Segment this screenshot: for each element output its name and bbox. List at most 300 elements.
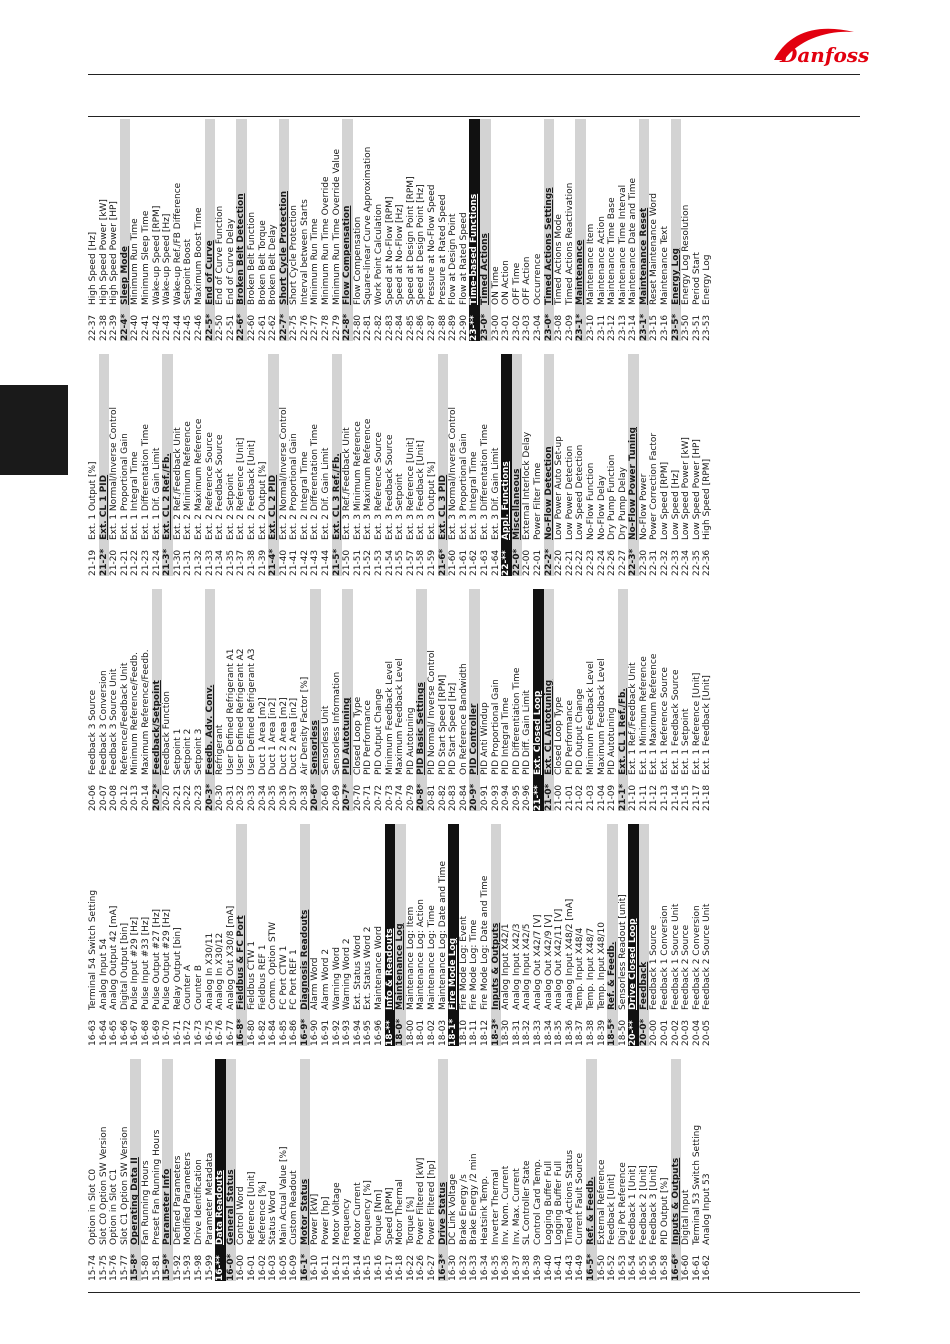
- parameter-label: Analog In X30/11: [204, 932, 215, 1010]
- parameter-label: Fire Mode Log: Event: [458, 915, 469, 1010]
- parameter-code: 22-30: [638, 549, 649, 576]
- parameter-row: [554, 119, 565, 341]
- parameter-subgroup-row: [416, 589, 427, 811]
- parameter-label: Digi Pot Reference: [617, 1162, 628, 1245]
- parameter-code: 16-10: [310, 1254, 321, 1281]
- parameter-row: [501, 119, 512, 341]
- parameter-code: 22-43: [162, 314, 173, 341]
- parameter-label: Maximum Feedback Level: [395, 658, 406, 775]
- parameter-row: [692, 354, 703, 576]
- parameter-code: 18-39: [596, 1019, 607, 1046]
- parameter-label: OFF Action: [522, 256, 533, 305]
- parameter-code: 21-42: [299, 549, 310, 576]
- parameter-code: 16-96: [374, 1019, 385, 1046]
- parameter-row: [342, 354, 353, 576]
- parameter-row: [597, 589, 608, 811]
- parameter-code: 22-6*: [236, 313, 247, 341]
- parameter-row: [480, 354, 491, 576]
- parameter-row: [109, 119, 120, 341]
- parameter-code: 21-0*: [543, 783, 554, 811]
- parameter-code: 16-53: [617, 1254, 628, 1281]
- parameter-code: 22-22: [575, 549, 586, 576]
- parameter-code: 16-85: [278, 1019, 289, 1046]
- parameter-row: [660, 824, 671, 1046]
- parameter-code: 22-26: [607, 549, 618, 576]
- parameter-code: 18-31: [511, 1019, 522, 1046]
- parameter-label: Minimum Sleep Time: [140, 210, 151, 305]
- parameter-label: Control Word: [236, 1186, 247, 1245]
- parameter-code: 20-70: [352, 784, 363, 811]
- parameter-code: 18-34: [543, 1019, 554, 1046]
- parameter-row: [374, 119, 385, 341]
- parameter-code: 22-84: [395, 314, 406, 341]
- parameter-row: [692, 1059, 703, 1281]
- parameter-code: 20-35: [268, 784, 279, 811]
- parameter-label: Drive Identification: [193, 1159, 204, 1245]
- parameter-subgroup-row: [671, 119, 682, 341]
- parameter-subgroup-row: [310, 589, 321, 811]
- parameter-row: [459, 1059, 470, 1281]
- parameter-label: Minimum Run Time: [130, 218, 141, 305]
- svg-text:Danfoss: Danfoss: [780, 43, 870, 67]
- parameter-row: [427, 589, 438, 811]
- parameter-code: 20-2*: [151, 783, 162, 811]
- parameter-code: 21-57: [405, 549, 416, 576]
- parameter-code: 16-49: [575, 1254, 586, 1281]
- parameter-label: PID Performance: [363, 700, 374, 775]
- parameter-label: PID Output [%]: [660, 1177, 671, 1245]
- parameter-row: [702, 1059, 713, 1281]
- parameter-code: 18-**: [384, 1020, 395, 1046]
- parameter-label: Alarm Word: [310, 957, 321, 1010]
- parameter-label: Ext. 2 Dif. Gain Limit: [321, 447, 332, 540]
- parameter-code: 22-39: [109, 314, 120, 341]
- parameter-code: 20-0*: [638, 1018, 649, 1046]
- parameter-code: 20-13: [130, 784, 141, 811]
- parameter-label: Analog Output 42 [mA]: [109, 905, 120, 1010]
- parameter-code: 22-60: [246, 314, 257, 341]
- parameter-row: [279, 1059, 290, 1281]
- parameter-label: External Interlock Delay: [522, 431, 533, 540]
- parameter-label: Power [hp]: [321, 1196, 332, 1245]
- parameter-label: Info & Readouts: [384, 928, 395, 1010]
- parameter-code: 20-30: [215, 784, 226, 811]
- parameter-code: 21-50: [342, 549, 353, 576]
- parameter-label: Ext. 1 Ref./Feedback Unit: [628, 662, 639, 775]
- parameter-label: Ext. 2 Differentation Time: [310, 424, 321, 540]
- parameter-label: Ref. & Feedb.: [585, 1176, 596, 1245]
- parameter-row: [183, 119, 194, 341]
- parameter-column-1: [88, 1059, 860, 1281]
- parameter-row: [554, 824, 565, 1046]
- parameter-row: [289, 1059, 300, 1281]
- parameter-row: [575, 1059, 586, 1281]
- parameter-label: Feedback 3 Source: [88, 689, 98, 775]
- parameter-label: Power Filter Time: [532, 462, 543, 540]
- parameter-label: Flow at Design Point: [448, 213, 459, 305]
- parameter-row: [321, 354, 332, 576]
- parameter-label: Analog Input X42/5: [522, 923, 533, 1010]
- parameter-label: Broken Belt Detection: [236, 193, 247, 305]
- parameter-code: 21-40: [278, 549, 289, 576]
- parameter-group-header: [385, 824, 396, 1046]
- parameter-code: 16-16: [374, 1254, 385, 1281]
- parameter-row: [554, 589, 565, 811]
- parameter-code: 20-6*: [310, 783, 321, 811]
- parameter-row: [109, 1059, 120, 1281]
- parameter-row: [565, 354, 576, 576]
- parameter-subgroup-row: [342, 119, 353, 341]
- parameter-code: 20-60: [321, 784, 332, 811]
- parameter-row: [501, 589, 512, 811]
- parameter-label: Low Speed [RPM]: [660, 461, 671, 540]
- parameter-label: Analog Input X42/3: [511, 923, 522, 1010]
- parameter-label: Alarm Word 2: [321, 948, 332, 1010]
- parameter-code: 18-3*: [490, 1018, 501, 1046]
- parameter-label: Feedback 1 Source: [649, 924, 660, 1010]
- parameter-label: PID Integral Time: [501, 697, 512, 775]
- parameter-label: FC Port CTW 1: [278, 945, 289, 1010]
- parameter-code: 20-9*: [469, 783, 480, 811]
- parameter-code: 20-7*: [342, 783, 353, 811]
- parameter-label: Minimum Feedback Level: [384, 660, 395, 775]
- parameter-row: [88, 1059, 99, 1281]
- parameter-row: [258, 1059, 269, 1281]
- parameter-column-5: [88, 119, 860, 341]
- parameter-column-2: [88, 824, 860, 1046]
- parameter-code: 20-94: [501, 784, 512, 811]
- parameter-row: [406, 1059, 417, 1281]
- parameter-code: 16-91: [321, 1019, 332, 1046]
- parameter-label: Ext. 3 Feedback [Unit]: [416, 440, 427, 540]
- parameter-code: 22-8*: [342, 313, 353, 341]
- parameter-row: [597, 354, 608, 576]
- parameter-label: Ext. 2 Maximum Reference: [193, 418, 204, 540]
- parameter-label: Dry Pump Delay: [617, 467, 628, 540]
- parameter-label: Timed Actions Settings: [543, 187, 554, 305]
- parameter-code: 22-37: [88, 314, 98, 341]
- parameter-row: [416, 824, 427, 1046]
- parameter-label: Inverter Thermal: [490, 1169, 501, 1245]
- parameter-row: [406, 354, 417, 576]
- parameter-row: [607, 589, 618, 811]
- parameter-code: 18-33: [532, 1019, 543, 1046]
- parameter-subgroup-row: [99, 354, 110, 576]
- parameter-subgroup-row: [162, 354, 173, 576]
- parameter-label: Ext. 3 Proportional Gain: [458, 433, 469, 540]
- parameter-code: 16-71: [172, 1019, 183, 1046]
- parameter-row: [512, 119, 523, 341]
- parameter-subgroup-row: [671, 1059, 682, 1281]
- parameter-code: 16-90: [310, 1019, 321, 1046]
- parameter-label: Control Card Temp.: [532, 1158, 543, 1245]
- parameter-row: [459, 824, 470, 1046]
- parameter-label: Ext. 2 Integral Time: [299, 451, 310, 540]
- parameter-label: PID Performance: [564, 700, 575, 775]
- parameter-row: [448, 1059, 459, 1281]
- parameter-code: 21-6*: [437, 548, 448, 576]
- parameter-code: 21-12: [649, 784, 660, 811]
- parameter-label: Ext. 2 Minimum Reference: [183, 421, 194, 540]
- parameter-code: 21-53: [374, 549, 385, 576]
- parameter-code: 20-03: [681, 1019, 692, 1046]
- parameter-label: Frequency: [342, 1198, 353, 1245]
- parameter-label: PID Anti Windup: [479, 702, 490, 775]
- parameter-row: [597, 119, 608, 341]
- parameter-row: [173, 354, 184, 576]
- parameter-code: 16-15: [363, 1254, 374, 1281]
- parameter-code: 18-50: [617, 1019, 628, 1046]
- parameter-code: 21-55: [395, 549, 406, 576]
- parameter-label: External Reference: [596, 1159, 607, 1245]
- parameter-row: [258, 824, 269, 1046]
- parameter-code: 16-60: [681, 1254, 692, 1281]
- parameter-code: 20-93: [490, 784, 501, 811]
- parameter-label: Maintenance Log: Date and Time: [437, 861, 448, 1010]
- parameter-row: [88, 354, 99, 576]
- parameter-label: Broken Belt Function: [246, 211, 257, 305]
- parameter-label: Ext. 2 Feedback Source: [215, 434, 226, 540]
- parameter-label: Ext. 1 Proportional Gain: [119, 433, 130, 540]
- parameter-row: [99, 1059, 110, 1281]
- parameter-subgroup-row: [544, 354, 555, 576]
- parameter-row: [491, 119, 502, 341]
- parameter-label: Ext. 3 Dif. Gain Limit: [490, 447, 501, 540]
- parameter-code: 23-15: [649, 314, 660, 341]
- parameter-label: Feedback 2 Source: [681, 924, 692, 1010]
- parameter-label: Maintenance Item: [585, 223, 596, 305]
- parameter-code: 20-69: [331, 784, 342, 811]
- danfoss-logo: [770, 20, 870, 70]
- parameter-label: Wake-up Ref./FB Difference: [172, 182, 183, 305]
- parameter-label: Analog Out X42/9 [V]: [543, 914, 554, 1010]
- parameter-row: [448, 589, 459, 811]
- parameter-label: Feedback 1 Source Unit: [670, 903, 681, 1010]
- parameter-label: Setpoint 2: [183, 728, 194, 775]
- parameter-group-header: [501, 354, 512, 576]
- parameter-code: 20-81: [427, 784, 437, 811]
- parameter-label: Low Power Auto Set-up: [554, 436, 565, 540]
- parameter-row: [321, 1059, 332, 1281]
- parameter-label: End of Curve Function: [215, 205, 226, 305]
- parameter-label: Timed Actions Status: [564, 1149, 575, 1245]
- parameter-row: [533, 1059, 544, 1281]
- parameter-code: 16-82: [257, 1019, 268, 1046]
- parameter-label: Ext. 3 Integral Time: [469, 451, 480, 540]
- parameter-row: [88, 119, 99, 341]
- parameter-subgroup-row: [226, 1059, 237, 1281]
- parameter-label: Torque [Nm]: [374, 1189, 385, 1245]
- parameter-code: 21-51: [352, 549, 363, 576]
- parameter-label: Feedb. Adv. Conv.: [204, 684, 215, 775]
- parameter-row: [702, 824, 713, 1046]
- parameter-row: [702, 119, 713, 341]
- parameter-row: [702, 589, 713, 811]
- parameter-label: Short Cycle Protection: [278, 190, 289, 305]
- parameter-label: Ext. 1 Feedback Source: [670, 669, 681, 775]
- parameter-label: PID Normal/ Inverse Control: [427, 650, 437, 775]
- parameter-subgroup-row: [544, 119, 555, 341]
- parameter-label: Counter A: [183, 965, 194, 1010]
- parameter-label: Ext. CL 3 PID: [437, 474, 448, 540]
- parameter-row: [427, 119, 438, 341]
- parameter-label: User Defined Refrigerant A2: [236, 648, 247, 775]
- parameter-code: 16-03: [268, 1254, 279, 1281]
- parameter-group-header: [469, 119, 480, 341]
- parameter-row: [130, 119, 141, 341]
- parameter-label: Motor Thermal: [395, 1179, 406, 1245]
- parameter-code: 22-38: [98, 314, 109, 341]
- parameter-label: Temp. Input X48/4: [575, 927, 586, 1010]
- parameter-code: 20-37: [289, 784, 300, 811]
- parameter-code: 23-00: [490, 314, 501, 341]
- parameter-row: [342, 1059, 353, 1281]
- parameter-code: 21-15: [681, 784, 692, 811]
- parameter-code: 23-03: [522, 314, 533, 341]
- parameter-label: Ext. CL Autotuning: [543, 679, 554, 775]
- parameter-code: 16-0*: [225, 1253, 236, 1281]
- parameter-code: 20-34: [257, 784, 268, 811]
- parameter-row: [374, 354, 385, 576]
- parameter-code: 22-44: [172, 314, 183, 341]
- parameter-row: [522, 1059, 533, 1281]
- parameter-code: 22-40: [130, 314, 141, 341]
- parameter-code: 22-21: [564, 549, 575, 576]
- parameter-label: Minimum Run Time Override: [321, 176, 332, 305]
- parameter-code: 16-84: [268, 1019, 279, 1046]
- parameter-code: 15-99: [204, 1254, 215, 1281]
- parameter-row: [247, 589, 258, 811]
- parameter-list-sheet: [88, 123, 860, 1281]
- parameter-code: 22-75: [289, 314, 300, 341]
- parameter-label: Feedback 2 Conversion: [691, 905, 702, 1010]
- parameter-row: [522, 354, 533, 576]
- parameter-row: [480, 824, 491, 1046]
- parameter-code: 16-40: [543, 1254, 554, 1281]
- parameter-code: 16-39: [532, 1254, 543, 1281]
- parameter-row: [385, 354, 396, 576]
- parameter-code: 15-98: [193, 1254, 204, 1281]
- parameter-code: 22-42: [151, 314, 162, 341]
- parameter-code: 16-3*: [437, 1253, 448, 1281]
- parameter-row: [586, 824, 597, 1046]
- parameter-code: 21-2*: [98, 548, 109, 576]
- parameter-label: Terminal 54 Switch Setting: [88, 889, 98, 1010]
- parameter-row: [205, 1059, 216, 1281]
- parameter-code: 16-05: [278, 1254, 289, 1281]
- parameter-label: Feedback 1 [Unit]: [628, 1165, 639, 1245]
- parameter-label: Ext. 1 Reference Source: [660, 667, 671, 775]
- parameter-label: Setpoint Boost: [183, 239, 194, 305]
- parameter-code: 20-74: [395, 784, 406, 811]
- parameter-label: Energy Log: [702, 254, 713, 305]
- parameter-code: 18-35: [554, 1019, 565, 1046]
- parameter-code: 16-01: [246, 1254, 257, 1281]
- parameter-label: Inv. Nom. Current: [501, 1165, 512, 1245]
- parameter-row: [459, 119, 470, 341]
- parameter-label: Fieldbus CTW 1: [246, 940, 257, 1010]
- parameter-code: 16-55: [638, 1254, 649, 1281]
- parameter-code: 20-38: [299, 784, 310, 811]
- parameter-code: 16-72: [183, 1019, 194, 1046]
- parameter-row: [649, 354, 660, 576]
- parameter-label: High Speed [Hz]: [88, 231, 98, 305]
- parameter-row: [226, 119, 237, 341]
- parameter-group-header: [628, 824, 639, 1046]
- parameter-row: [628, 1059, 639, 1281]
- parameter-code: 21-63: [479, 549, 490, 576]
- parameter-row: [427, 354, 438, 576]
- parameter-label: Option in Slot C0: [88, 1168, 98, 1245]
- parameter-subgroup-row: [120, 119, 131, 341]
- parameter-code: 20-21: [172, 784, 183, 811]
- parameter-label: Maximum Reference/Feedb.: [140, 649, 151, 775]
- parameter-row: [194, 1059, 205, 1281]
- parameter-label: Maintenance Log: [395, 923, 406, 1010]
- parameter-code: 15-92: [172, 1254, 183, 1281]
- parameter-label: Ext. 2 Normal/Inverse Control: [278, 407, 289, 540]
- parameter-row: [406, 119, 417, 341]
- parameter-label: Sleep Mode: [119, 245, 130, 305]
- parameter-row: [226, 354, 237, 576]
- parameter-row: [321, 824, 332, 1046]
- parameter-row: [649, 1059, 660, 1281]
- parameter-label: Ref. & Feedb.: [607, 941, 618, 1010]
- parameter-code: 20-32: [236, 784, 247, 811]
- parameter-row: [586, 589, 597, 811]
- parameter-subgroup-row: [469, 589, 480, 811]
- parameter-label: PID Basic Settings: [416, 682, 427, 775]
- parameter-label: No-Flow Power Tuning: [628, 427, 639, 540]
- parameter-code: 22-79: [331, 314, 342, 341]
- parameter-label: Modified Parameters: [183, 1152, 194, 1245]
- parameter-code: 22-4*: [119, 313, 130, 341]
- parameter-label: Interval between Starts: [299, 199, 310, 305]
- parameter-label: High Speed Power [HP]: [109, 201, 120, 305]
- parameter-code: 23-5*: [670, 313, 681, 341]
- parameter-label: Duct 2 Area [in2]: [289, 697, 300, 775]
- parameter-code: 16-63: [88, 1019, 98, 1046]
- parameter-code: 20-20: [162, 784, 173, 811]
- parameter-row: [215, 119, 226, 341]
- parameter-label: Analog Input 54: [98, 938, 109, 1010]
- parameter-code: 21-3*: [162, 548, 173, 576]
- parameter-code: 16-36: [501, 1254, 512, 1281]
- parameter-code: 20-07: [98, 784, 109, 811]
- parameter-code: 20-72: [374, 784, 385, 811]
- parameter-code: 16-93: [342, 1019, 353, 1046]
- parameter-row: [279, 589, 290, 811]
- parameter-code: 18-10: [458, 1019, 469, 1046]
- parameter-code: 21-01: [564, 784, 575, 811]
- parameter-code: 22-41: [140, 314, 151, 341]
- parameter-code: 20-02: [670, 1019, 681, 1046]
- parameter-row: [120, 354, 131, 576]
- parameter-row: [469, 354, 480, 576]
- parameter-label: Feedback 3 [Unit]: [649, 1165, 660, 1245]
- parameter-label: Maintenance Log: Action: [416, 899, 427, 1010]
- parameter-label: PID Autotuning: [405, 707, 416, 775]
- parameter-label: PID Autotuning: [607, 707, 618, 775]
- parameter-code: 18-02: [427, 1019, 437, 1046]
- parameter-code: 20-04: [691, 1019, 702, 1046]
- parameter-label: SL Controller State: [522, 1160, 533, 1245]
- parameter-code: 18-0*: [395, 1018, 406, 1046]
- parameter-subgroup-row: [268, 354, 279, 576]
- parameter-subgroup-row: [332, 354, 343, 576]
- parameter-code: 15-81: [151, 1254, 162, 1281]
- parameter-row: [226, 589, 237, 811]
